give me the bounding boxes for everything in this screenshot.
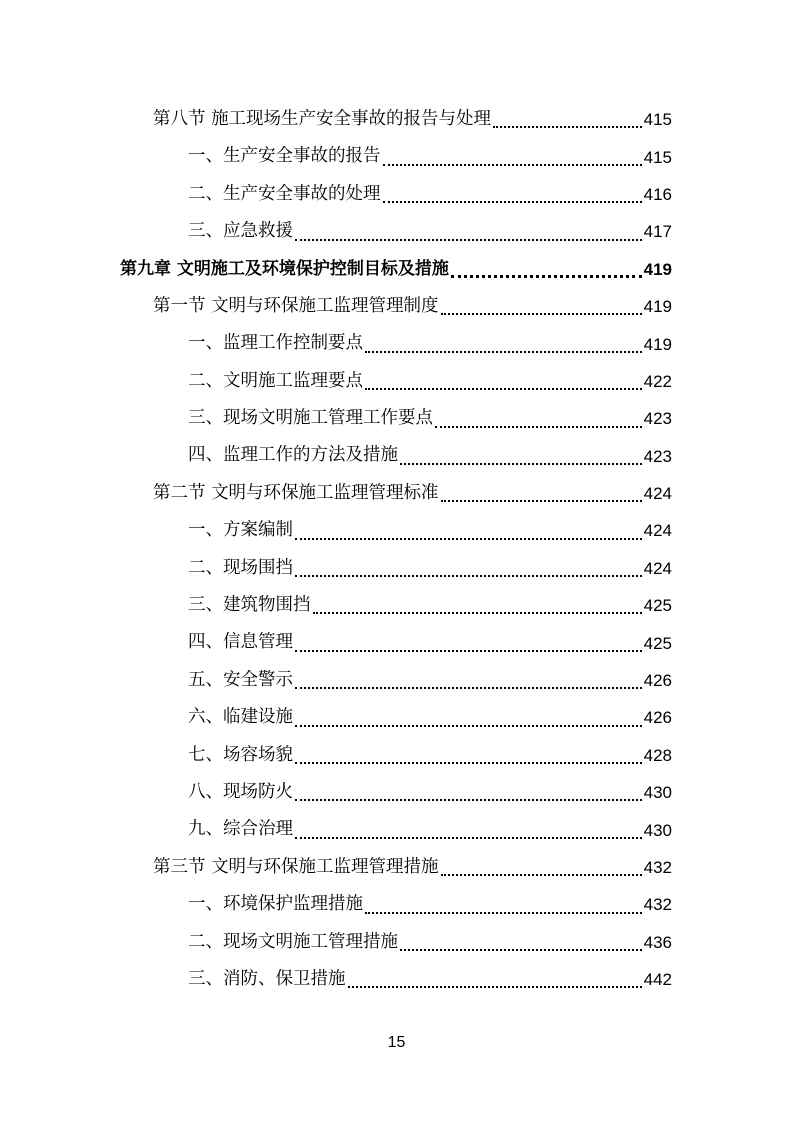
- toc-dot-leader: [383, 164, 642, 166]
- toc-dot-leader: [435, 426, 642, 428]
- toc-dot-leader: [441, 500, 642, 502]
- toc-entry-item[interactable]: [0, 624, 793, 661]
- toc-dot-leader: [441, 874, 642, 876]
- toc-entry-page-number: 424: [643, 484, 672, 504]
- toc-entry-item[interactable]: [0, 213, 793, 250]
- toc-entry-title: 一、方案编制: [188, 520, 293, 541]
- toc-entry-title: 二、生产安全事故的处理: [188, 183, 381, 204]
- toc-entry-page-number: 423: [643, 446, 672, 466]
- table-of-contents: [0, 101, 793, 998]
- toc-entry-item[interactable]: [0, 662, 793, 699]
- toc-dot-leader: [348, 986, 642, 988]
- toc-entry-page-number: 436: [643, 932, 672, 952]
- toc-entry-page-number: 430: [643, 783, 672, 803]
- toc-entry-item[interactable]: [0, 737, 793, 774]
- toc-dot-leader: [295, 762, 642, 764]
- toc-dot-leader: [383, 201, 642, 203]
- toc-entry-page-number: 423: [643, 409, 672, 429]
- toc-entry-title: 五、安全警示: [188, 669, 293, 690]
- toc-entry-title: 三、建筑物围挡: [188, 595, 311, 616]
- toc-dot-leader: [295, 837, 642, 839]
- toc-entry-item[interactable]: [0, 438, 793, 475]
- toc-entry-item[interactable]: [0, 811, 793, 848]
- toc-entry-page-number: 415: [643, 110, 672, 130]
- toc-entry-section[interactable]: [0, 288, 793, 325]
- toc-dot-leader: [441, 313, 642, 315]
- toc-entry-section[interactable]: [0, 475, 793, 512]
- page-number: 15: [387, 1034, 406, 1051]
- toc-dot-leader: [365, 351, 642, 353]
- toc-entry-page-number: 422: [643, 371, 672, 391]
- toc-entry-title: 四、信息管理: [188, 632, 293, 653]
- toc-entry-page-number: 424: [643, 558, 672, 578]
- toc-entry-page-number: 432: [643, 858, 672, 877]
- toc-entry-page-number: 417: [643, 222, 672, 242]
- toc-dot-leader: [295, 725, 642, 727]
- toc-entry-section[interactable]: [0, 849, 793, 886]
- toc-entry-title: 第一节 文明与环保施工监理管理制度: [153, 295, 439, 316]
- toc-dot-leader: [400, 463, 642, 465]
- toc-entry-item[interactable]: [0, 363, 793, 400]
- toc-entry-title: 一、生产安全事故的报告: [188, 146, 381, 167]
- toc-entry-item[interactable]: [0, 176, 793, 213]
- toc-entry-page-number: 415: [643, 147, 672, 167]
- toc-entry-page-number: 432: [643, 895, 672, 915]
- toc-entry-item[interactable]: [0, 587, 793, 624]
- toc-dot-leader: [295, 239, 642, 241]
- toc-entry-title: 一、监理工作控制要点: [188, 333, 363, 354]
- toc-entry-title: 七、场容场貌: [188, 744, 293, 765]
- toc-entry-title: 九、综合治理: [188, 819, 293, 840]
- toc-entry-page-number: 416: [643, 184, 672, 204]
- toc-entry-page-number: 419: [643, 297, 672, 317]
- toc-dot-leader: [400, 949, 642, 951]
- toc-entry-page-number: 430: [643, 820, 672, 840]
- toc-entry-page-number: 425: [643, 596, 672, 616]
- toc-entry-title: 八、现场防火: [188, 781, 293, 802]
- toc-dot-leader: [295, 575, 642, 577]
- toc-entry-title: 三、现场文明施工管理工作要点: [188, 408, 433, 429]
- toc-entry-section[interactable]: [0, 101, 793, 138]
- toc-entry-item[interactable]: [0, 774, 793, 811]
- toc-entry-item[interactable]: [0, 138, 793, 175]
- toc-entry-page-number: 424: [643, 521, 672, 541]
- toc-dot-leader: [451, 275, 642, 278]
- toc-entry-title: 六、临建设施: [188, 707, 293, 728]
- toc-entry-item[interactable]: [0, 512, 793, 549]
- toc-entry-item[interactable]: [0, 325, 793, 362]
- toc-entry-page-number: 425: [643, 633, 672, 653]
- toc-entry-chapter[interactable]: [0, 251, 793, 288]
- toc-entry-title: 一、环境保护监理措施: [188, 894, 363, 915]
- toc-entry-title: 三、消防、保卫措施: [188, 968, 346, 989]
- toc-dot-leader: [365, 912, 642, 914]
- toc-entry-page-number: 419: [643, 259, 672, 279]
- toc-entry-title: 三、应急救援: [188, 221, 293, 242]
- toc-dot-leader: [295, 538, 642, 540]
- toc-entry-page-number: 419: [643, 334, 672, 354]
- toc-entry-page-number: 428: [643, 745, 672, 765]
- toc-entry-title: 二、现场围挡: [188, 557, 293, 578]
- toc-entry-item[interactable]: [0, 699, 793, 736]
- toc-entry-item[interactable]: [0, 924, 793, 961]
- toc-entry-item[interactable]: [0, 886, 793, 923]
- toc-entry-item[interactable]: [0, 961, 793, 998]
- toc-entry-page-number: 442: [643, 970, 672, 990]
- toc-dot-leader: [295, 650, 642, 652]
- toc-dot-leader: [313, 612, 642, 614]
- toc-dot-leader: [365, 388, 642, 390]
- toc-entry-title: 第二节 文明与环保施工监理管理标准: [153, 482, 439, 503]
- toc-entry-title: 四、监理工作的方法及措施: [188, 445, 398, 466]
- toc-entry-page-number: 426: [643, 671, 672, 691]
- toc-entry-page-number: 426: [643, 708, 672, 728]
- toc-entry-title: 第三节 文明与环保施工监理管理措施: [153, 856, 439, 877]
- toc-entry-title: 第九章 文明施工及环境保护控制目标及措施: [120, 258, 449, 279]
- toc-dot-leader: [295, 799, 642, 801]
- toc-entry-title: 二、现场文明施工管理措施: [188, 931, 398, 952]
- toc-entry-item[interactable]: [0, 550, 793, 587]
- toc-entry-title: 二、文明施工监理要点: [188, 370, 363, 391]
- toc-dot-leader: [493, 126, 642, 128]
- toc-entry-item[interactable]: [0, 400, 793, 437]
- toc-dot-leader: [295, 687, 642, 689]
- toc-entry-title: 第八节 施工现场生产安全事故的报告与处理: [153, 108, 492, 129]
